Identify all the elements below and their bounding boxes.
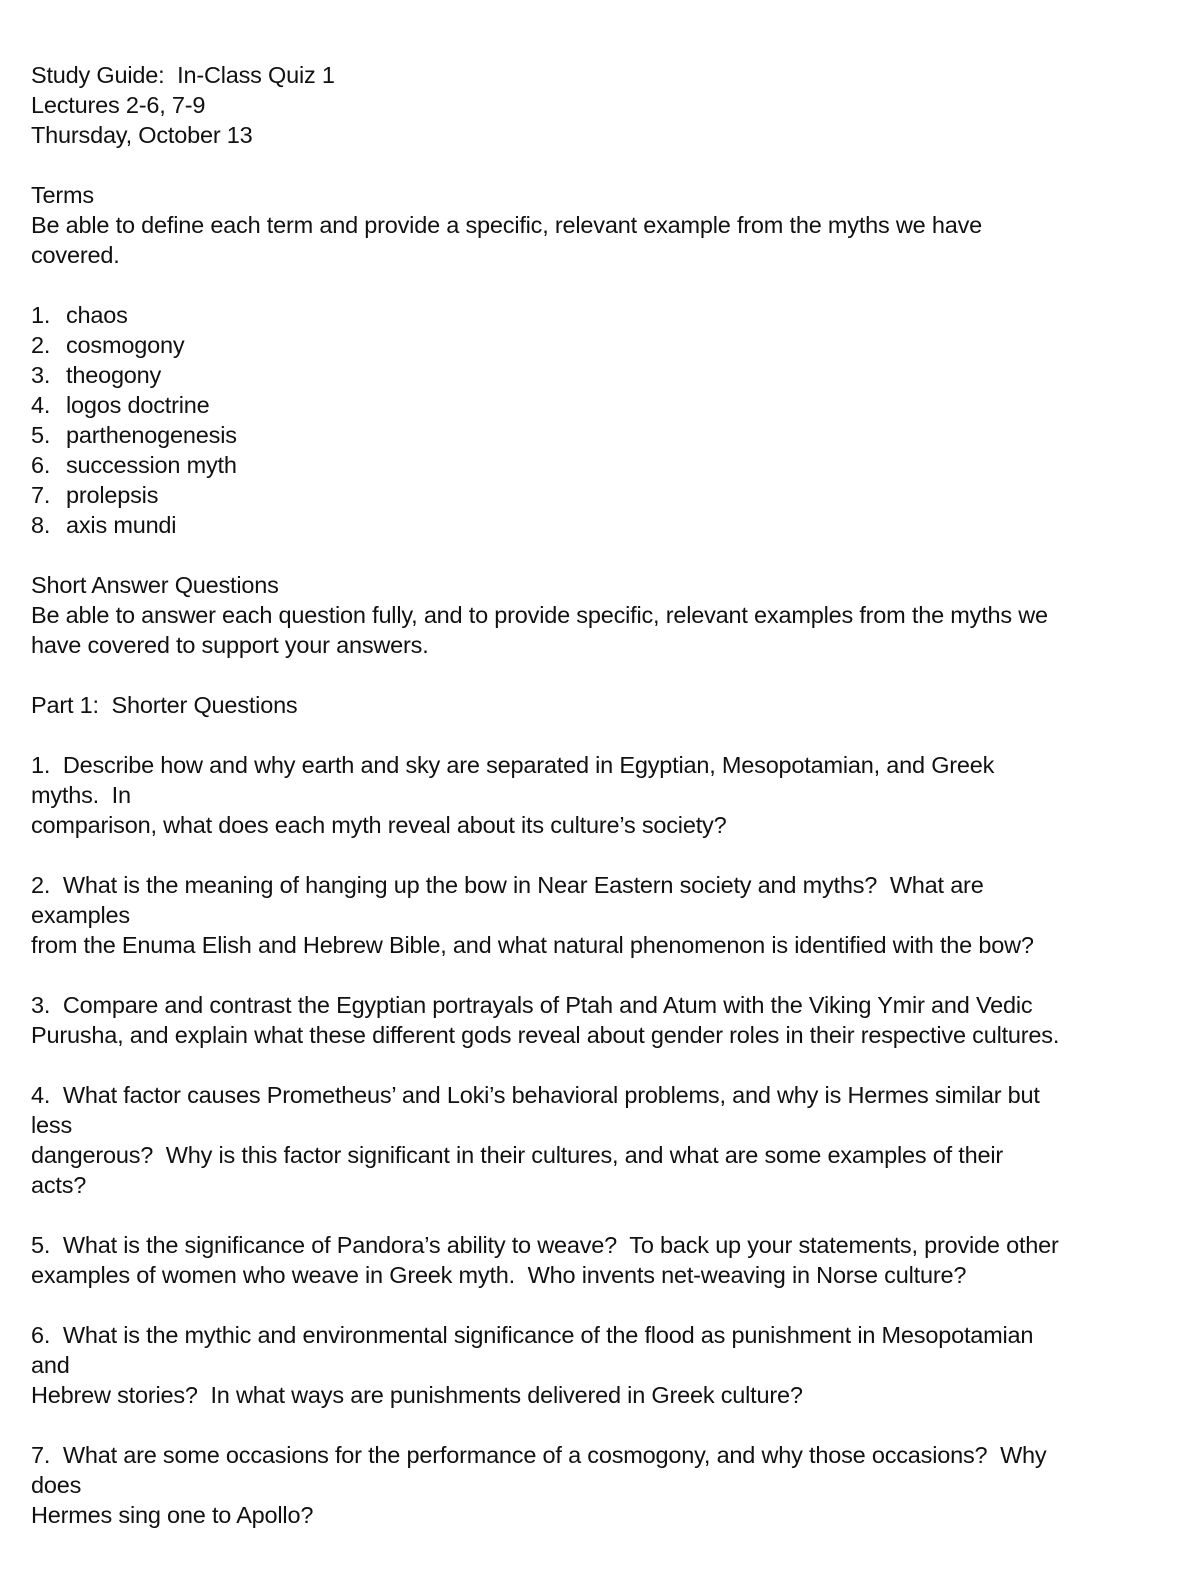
terms-instructions-cont: covered. [31,242,120,268]
question-item [31,1080,1171,1200]
term-number: 5. [31,422,51,448]
question-line: Hermes sing one to Apollo? [31,1502,314,1528]
term-item [31,450,1171,480]
spacer [31,1290,1171,1320]
question-line: 7. What are some occasions for the performance of a cosmogony, and why those occasions? Why [31,1442,1047,1468]
term-item [31,390,1171,420]
spacer [31,660,1171,690]
question-line: less [31,1112,72,1138]
term-item [31,480,1171,510]
question-line: 4. What factor causes Prometheus’ and Loki’s behavioral problems, and why is Hermes similar but [31,1082,1040,1108]
term-item [31,420,1171,450]
question-item [31,750,1171,840]
question-item [31,1320,1171,1410]
term-text: logos doctrine [66,392,210,418]
term-text: cosmogony [66,332,185,358]
question-line: 5. What is the significance of Pandora’s ability to weave? To back up your statements, provide other [31,1232,1059,1258]
spacer [31,270,1171,300]
term-number: 7. [31,482,51,508]
question-line: 3. Compare and contrast the Egyptian portrayals of Ptah and Atum with the Viking Ymir and Vedic [31,992,1033,1018]
short-answer-instructions: Be able to answer each question fully, and to provide specific, relevant examples from the myths we [31,602,1048,628]
term-text: parthenogenesis [66,422,237,448]
question-line: Hebrew stories? In what ways are punishments delivered in Greek culture? [31,1382,803,1408]
question-line: 6. What is the mythic and environmental significance of the flood as punishment in Mesopotamian [31,1322,1034,1348]
question-line: does [31,1472,82,1498]
question-line: acts? [31,1172,87,1198]
question-item [31,1440,1171,1530]
question-line: myths. In [31,782,131,808]
terms-heading: Terms [31,182,94,208]
guide-title: Study Guide: In-Class Quiz 1 [31,62,335,88]
term-number: 1. [31,302,51,328]
quiz-date: Thursday, October 13 [31,122,253,148]
term-item [31,330,1171,360]
study-guide-page [31,60,1171,1530]
question-line: examples of women who weave in Greek myth. Who invents net-weaving in Norse culture? [31,1262,967,1288]
spacer [31,150,1171,180]
spacer [31,960,1171,990]
terms-list [31,300,1171,540]
spacer [31,1050,1171,1080]
question-item [31,990,1171,1050]
terms-instructions: Be able to define each term and provide a specific, relevant example from the myths we have [31,212,983,238]
part1-heading: Part 1: Shorter Questions [31,692,298,718]
term-text: axis mundi [66,512,177,538]
spacer [31,840,1171,870]
question-line: 1. Describe how and why earth and sky are separated in Egyptian, Mesopotamian, and Greek [31,752,995,778]
short-answer-heading: Short Answer Questions [31,572,279,598]
term-text: theogony [66,362,162,388]
question-line: from the Enuma Elish and Hebrew Bible, and what natural phenomenon is identified with the bow? [31,932,1034,958]
question-item [31,1230,1171,1290]
question-line: dangerous? Why is this factor significant in their cultures, and what are some examples of their [31,1142,1003,1168]
question-line: and [31,1352,70,1378]
spacer [31,1200,1171,1230]
term-text: succession myth [66,452,237,478]
question-line: Purusha, and explain what these different gods reveal about gender roles in their respective cultures. [31,1022,1060,1048]
term-number: 6. [31,452,51,478]
question-line: comparison, what does each myth reveal about its culture’s society? [31,812,727,838]
spacer [31,720,1171,750]
term-item [31,360,1171,390]
lectures-range: Lectures 2-6, 7-9 [31,92,206,118]
term-number: 4. [31,392,51,418]
short-answer-instructions-cont: have covered to support your answers. [31,632,429,658]
spacer [31,1410,1171,1440]
term-item [31,510,1171,540]
term-number: 2. [31,332,51,358]
term-text: prolepsis [66,482,159,508]
term-number: 8. [31,512,51,538]
question-line: examples [31,902,130,928]
spacer [31,540,1171,570]
term-number: 3. [31,362,51,388]
question-item [31,870,1171,960]
questions-list [31,720,1171,1530]
question-line: 2. What is the meaning of hanging up the bow in Near Eastern society and myths? What are [31,872,984,898]
term-item [31,300,1171,330]
term-text: chaos [66,302,128,328]
